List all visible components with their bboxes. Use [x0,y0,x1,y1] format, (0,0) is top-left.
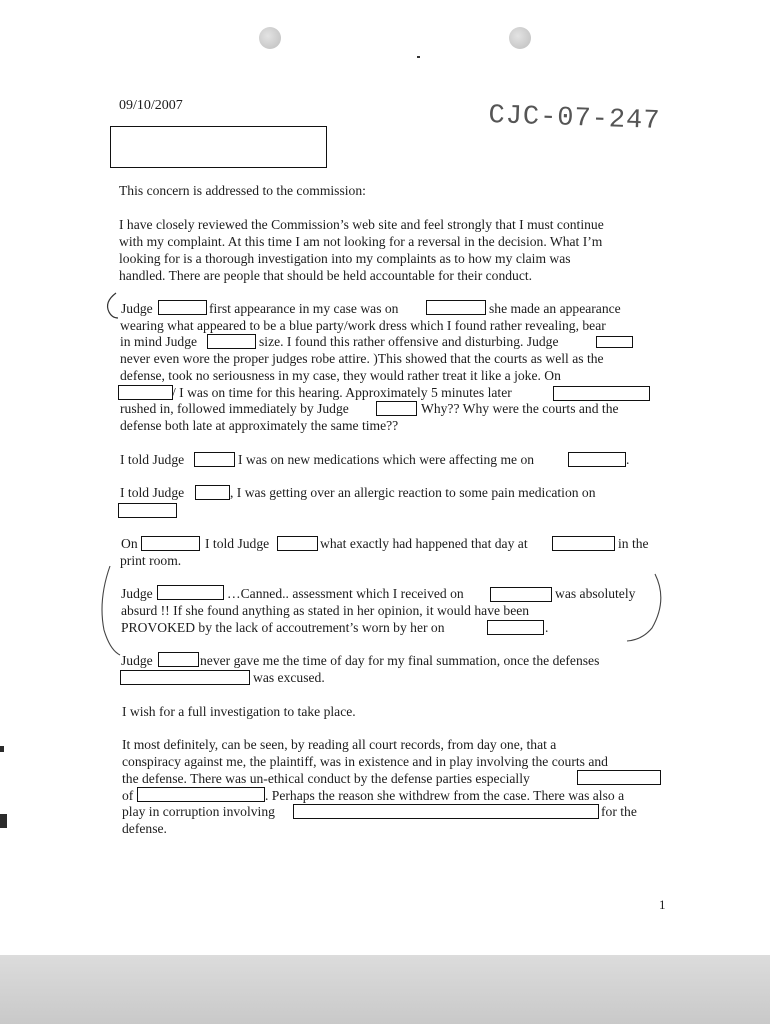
text-line: I wish for a full investigation to take place. [122,704,356,719]
punch-hole-left [259,27,281,49]
redaction-box [426,300,486,315]
redaction-box [137,787,265,802]
redaction-box [157,585,224,600]
redaction-box [118,385,173,400]
text-fragment: PROVOKED by the lack of accoutrement’s worn by her on [121,620,445,635]
text-fragment: play in corruption involving [122,804,275,819]
redaction-box [293,804,599,819]
scan-edge-mark [0,746,4,752]
text-fragment: On [121,536,138,551]
scanner-background [0,955,770,1024]
text-fragment: I was on new medications which were affecting me on [238,452,535,467]
text-line: It most definitely, can be seen, by reading all court records, from day one, that a [122,737,557,752]
text-fragment: Judge [121,586,153,601]
redaction-box [158,300,207,315]
page-number: 1 [659,897,666,912]
text-fragment: rushed in, followed immediately by Judge [120,401,349,416]
text-fragment: I told Judge [205,536,270,551]
case-number-stamp: CJC-07-247 [487,101,661,137]
document-date: 09/10/2007 [119,98,183,113]
text-fragment: / I was on time for this hearing. Approximately 5 minutes later [172,385,512,400]
text-fragment: she made an appearance [489,301,621,316]
handwritten-bracket [102,566,120,655]
text-line: conspiracy against me, the plaintiff, was in existence and in play involving the courts and [122,754,608,769]
redaction-box [577,770,661,785]
text-fragment: the defense. There was un-ethical conduct by the defense parties especially [122,771,530,786]
redaction-box [141,536,200,551]
redaction-box [120,670,250,685]
text-line: defense both late at approximately the same time?? [120,418,399,433]
text-fragment: I told Judge [120,485,185,500]
redaction-box [158,652,199,667]
redaction-box [207,334,256,349]
text-fragment: what exactly had happened that day at [320,536,528,551]
scan-speck [417,56,420,58]
text-fragment: I told Judge [120,452,185,467]
redaction-box [376,401,417,416]
redaction-box [490,587,552,602]
text-line: never even wore the proper judges robe attire. )This showed that the courts as well as the [120,351,604,366]
text-line: with my complaint. At this time I am not looking for a reversal in the decision. What I’m [119,234,603,249]
text-line: defense. [122,821,167,836]
text-fragment: . [545,620,549,635]
redaction-box [553,386,650,401]
text-fragment: for the [601,804,637,819]
text-fragment: was excused. [253,670,325,685]
text-line: defense, took no seriousness in my case, they would rather treat it like a joke. On [120,368,561,383]
redaction-box [118,503,177,518]
text-fragment: , I was getting over an allergic reaction to some pain medication on [230,485,596,500]
text-fragment: first appearance in my case was on [209,301,399,316]
handwritten-bracket [108,293,118,318]
redaction-box [552,536,615,551]
text-fragment: . Perhaps the reason she withdrew from the case. There was also a [265,788,625,803]
text-fragment: of [122,788,134,803]
redaction-box [568,452,626,467]
text-fragment: was absolutely [555,586,636,601]
text-fragment: . [626,452,630,467]
text-line: looking for is a thorough investigation into my complaints as to how my claim was [119,251,571,266]
text-line: I have closely reviewed the Commission’s web site and feel strongly that I must continue [119,217,604,232]
text-line: print room. [120,553,182,568]
text-fragment: never gave me the time of day for my final summation, once the defenses [200,653,600,668]
text-fragment: Why?? Why were the courts and the [421,401,619,416]
text-line: absurd !! If she found anything as stated in her opinion, it would have been [121,603,530,618]
scan-edge-mark [0,814,7,828]
redaction-box [195,485,230,500]
text-fragment: …Canned.. assessment which I received on [227,586,464,601]
redaction-box [487,620,544,635]
punch-hole-right [509,27,531,49]
text-fragment: size. I found this rather offensive and disturbing. Judge [259,334,559,349]
text-fragment: in the [618,536,649,551]
redacted-address-box [110,126,327,168]
text-line: handled. There are people that should be held accountable for their conduct. [119,268,533,283]
text-line: wearing what appeared to be a blue party/work dress which I found rather revealing, bear [120,318,606,333]
text-fragment: Judge [121,653,153,668]
text-fragment: Judge [121,301,153,316]
salutation: This concern is addressed to the commission: [119,183,366,198]
redaction-box [277,536,318,551]
text-fragment: in mind Judge [120,334,198,349]
redaction-box [596,336,633,348]
redaction-box [194,452,235,467]
